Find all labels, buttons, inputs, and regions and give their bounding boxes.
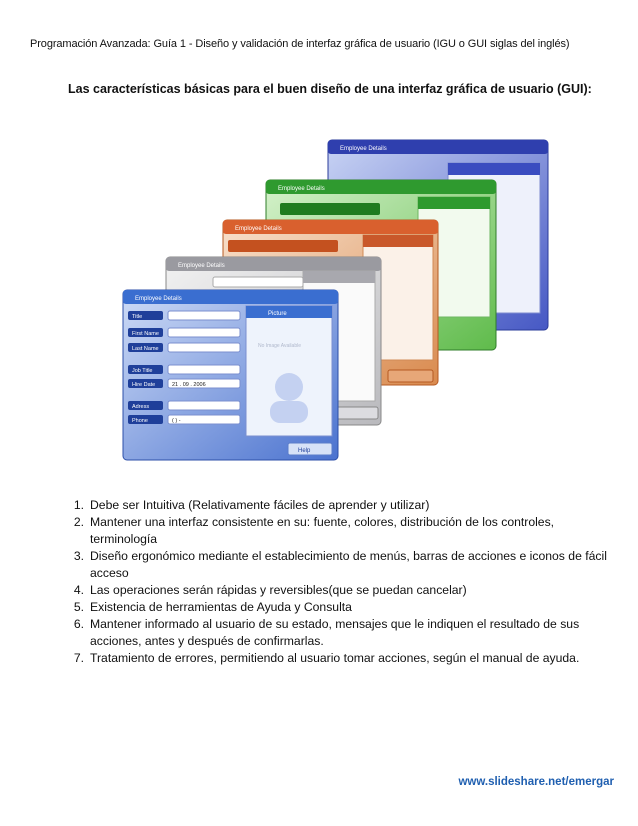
svg-text:First Name: First Name bbox=[132, 331, 159, 337]
gui-windows-illustration bbox=[118, 125, 558, 470]
svg-text:Employee Details: Employee Details bbox=[135, 296, 182, 302]
window-front-blue bbox=[123, 290, 338, 460]
page-header: Programación Avanzada: Guía 1 - Diseño y validación de interfaz gráfica de usuario (IGU o GUI siglas del inglés) bbox=[30, 38, 570, 50]
footer-link[interactable]: www.slideshare.net/emergar bbox=[458, 776, 614, 788]
svg-text:21 . 09 . 2006: 21 . 09 . 2006 bbox=[172, 382, 206, 388]
list-item: 1. Debe ser Intuitiva (Relativamente fáciles de aprender y utilizar) bbox=[73, 498, 430, 512]
svg-text:Help: Help bbox=[298, 448, 311, 454]
svg-text:No Image Available: No Image Available bbox=[258, 343, 301, 349]
list-item: 5. Existencia de herramientas de Ayuda y Consulta bbox=[73, 600, 352, 614]
svg-text:Employee Details: Employee Details bbox=[278, 186, 325, 192]
svg-text:( ) -: ( ) - bbox=[172, 418, 181, 424]
list-item: 3. Diseño ergonómico mediante el establecimiento de menús, barras de acciones e iconos de fácil acceso bbox=[73, 549, 607, 580]
section-subtitle: Las características básicas para el buen diseño de una interfaz gráfica de usuario (GUI): bbox=[68, 82, 592, 96]
svg-text:Phone: Phone bbox=[132, 418, 148, 424]
svg-text:Title: Title bbox=[132, 314, 143, 320]
list-item: 6. Mantener informado al usuario de su estado, mensajes que le indiquen el resultado de sus acciones, antes y después de confirmarlas. bbox=[73, 617, 580, 648]
svg-text:Employee Details: Employee Details bbox=[235, 226, 282, 232]
svg-text:Employee Details: Employee Details bbox=[178, 263, 225, 269]
svg-text:Picture: Picture bbox=[268, 311, 287, 317]
svg-text:Hire Date: Hire Date bbox=[132, 382, 156, 388]
svg-text:Adress: Adress bbox=[132, 404, 150, 410]
list-item: 4. Las operaciones serán rápidas y reversibles(que se puedan cancelar) bbox=[73, 583, 467, 597]
svg-text:Employee Details: Employee Details bbox=[340, 146, 387, 152]
svg-text:Last Name: Last Name bbox=[132, 346, 159, 352]
list-item: 2. Mantener una interfaz consistente en su: fuente, colores, distribución de los controles, terminología bbox=[73, 515, 555, 546]
list-item: 7. Tratamiento de errores, permitiendo al usuario tomar acciones, según el manual de ayuda. bbox=[73, 651, 580, 665]
features-list bbox=[52, 497, 612, 667]
svg-text:Job Title: Job Title bbox=[132, 368, 153, 374]
